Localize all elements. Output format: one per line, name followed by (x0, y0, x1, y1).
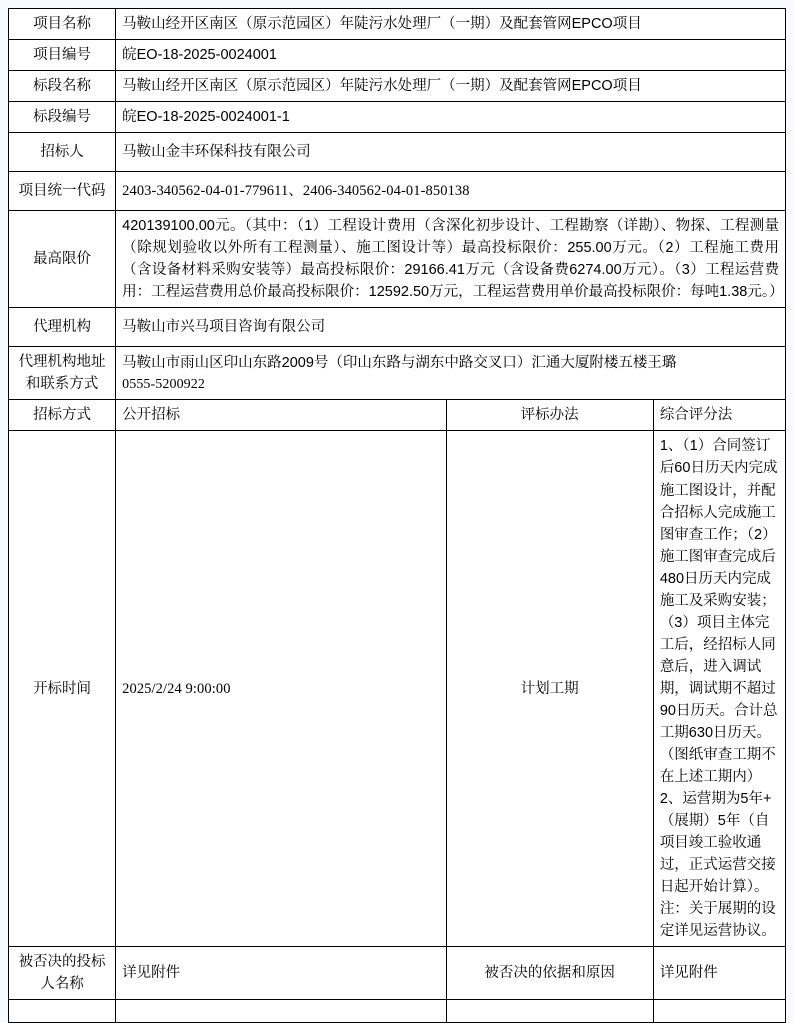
label-tenderee: 招标人 (9, 133, 116, 172)
agency-phone: 0555-5200922 (122, 376, 205, 392)
label-rejected-bidders: 被否决的投标人名称 (9, 947, 116, 1000)
table-row-project-number (9, 40, 786, 71)
value-tender-method: 公开招标 (116, 400, 446, 431)
agency-address: 马鞍山市雨山区印山东路2009号（印山东路与湖东中路交叉口）汇通大厦附楼五楼王璐 (122, 354, 677, 371)
label-eval-method: 评标办法 (446, 400, 653, 431)
table-row-max-price (9, 211, 786, 308)
value-rejected-bidders: 详见附件 (116, 947, 446, 1000)
label-max-price: 最高限价 (9, 211, 116, 308)
value-rejection-reason: 详见附件 (653, 947, 785, 1000)
label-project-name: 项目名称 (9, 9, 116, 40)
label-clipped (9, 1000, 116, 1023)
table-row-bid-opening (9, 431, 786, 947)
value-max-price: 420139100.00元。（其中：（1）工程设计费用（含深化初步设计、工程勘察（详勘）、物探、工程测量（除规划验收以外所有工程测量）、施工图设计等）最高投标限价：255.00万元。（2）工程施工费用（含设备材料采购安装等）最高投标限价：29166.41万元（含设备费6274.00万元）。（3）工程运营费用：工程运营费用总价最高投标限价：12592.50万元，工程运营费用单价最高投标限价：每吨1.38元。） (116, 211, 786, 308)
table-row-agency-contact (9, 347, 786, 400)
table-row-project-name (9, 9, 786, 40)
table-row-tender-method (9, 400, 786, 431)
label-schedule: 计划工期 (446, 431, 653, 947)
value-bid-opening: 2025/2/24 9:00:00 (116, 431, 446, 947)
label-bid-opening: 开标时间 (9, 431, 116, 947)
table-row-rejected-bidders (9, 947, 786, 1000)
value-schedule: 1、（1）合同签订后60日历天内完成施工图设计，并配合招标人完成施工图审查工作；（2）施工图审查完成后480日历天内完成施工及采购安装；（3）项目主体完工后，经招标人同意后，进入调试期，调试期不超过90日历天。合计总工期630日历天。（图纸审查工期不在上述工期内） 2、运营期为5年+（展期）5年（自项目竣工验收通过，正式运营交接日起开始计算）。注：关于展期的设定详见运营协议。 (653, 431, 785, 947)
label-section-name: 标段名称 (9, 71, 116, 102)
table-row-unified-code (9, 172, 786, 211)
value-eval-method: 综合评分法 (653, 400, 785, 431)
label-project-number: 项目编号 (9, 40, 116, 71)
value-project-name: 马鞍山经开区南区（原示范园区）年陡污水处理厂（一期）及配套管网EPCO项目 (116, 9, 786, 40)
value-clipped (116, 1000, 446, 1023)
value-tenderee: 马鞍山金丰环保科技有限公司 (116, 133, 786, 172)
label-agency-contact: 代理机构地址和联系方式 (9, 347, 116, 400)
mid-clipped (446, 1000, 653, 1023)
table-row-tenderee (9, 133, 786, 172)
table-row-agency (9, 308, 786, 347)
bid-announcement-table (8, 8, 786, 1023)
value-agency-contact (116, 347, 786, 400)
label-tender-method: 招标方式 (9, 400, 116, 431)
label-rejection-reason: 被否决的依据和原因 (446, 947, 653, 1000)
table-row-section-name (9, 71, 786, 102)
label-section-number: 标段编号 (9, 102, 116, 133)
table-row-section-number (9, 102, 786, 133)
label-unified-code: 项目统一代码 (9, 172, 116, 211)
value-project-number: 皖EO-18-2025-0024001 (116, 40, 786, 71)
value-unified-code: 2403-340562-04-01-779611、2406-340562-04-01-850138 (116, 172, 786, 211)
table-row-clipped (9, 1000, 786, 1023)
label-agency: 代理机构 (9, 308, 116, 347)
value-agency: 马鞍山市兴马项目咨询有限公司 (116, 308, 786, 347)
right-clipped (653, 1000, 785, 1023)
value-section-name: 马鞍山经开区南区（原示范园区）年陡污水处理厂（一期）及配套管网EPCO项目 (116, 71, 786, 102)
value-section-number: 皖EO-18-2025-0024001-1 (116, 102, 786, 133)
